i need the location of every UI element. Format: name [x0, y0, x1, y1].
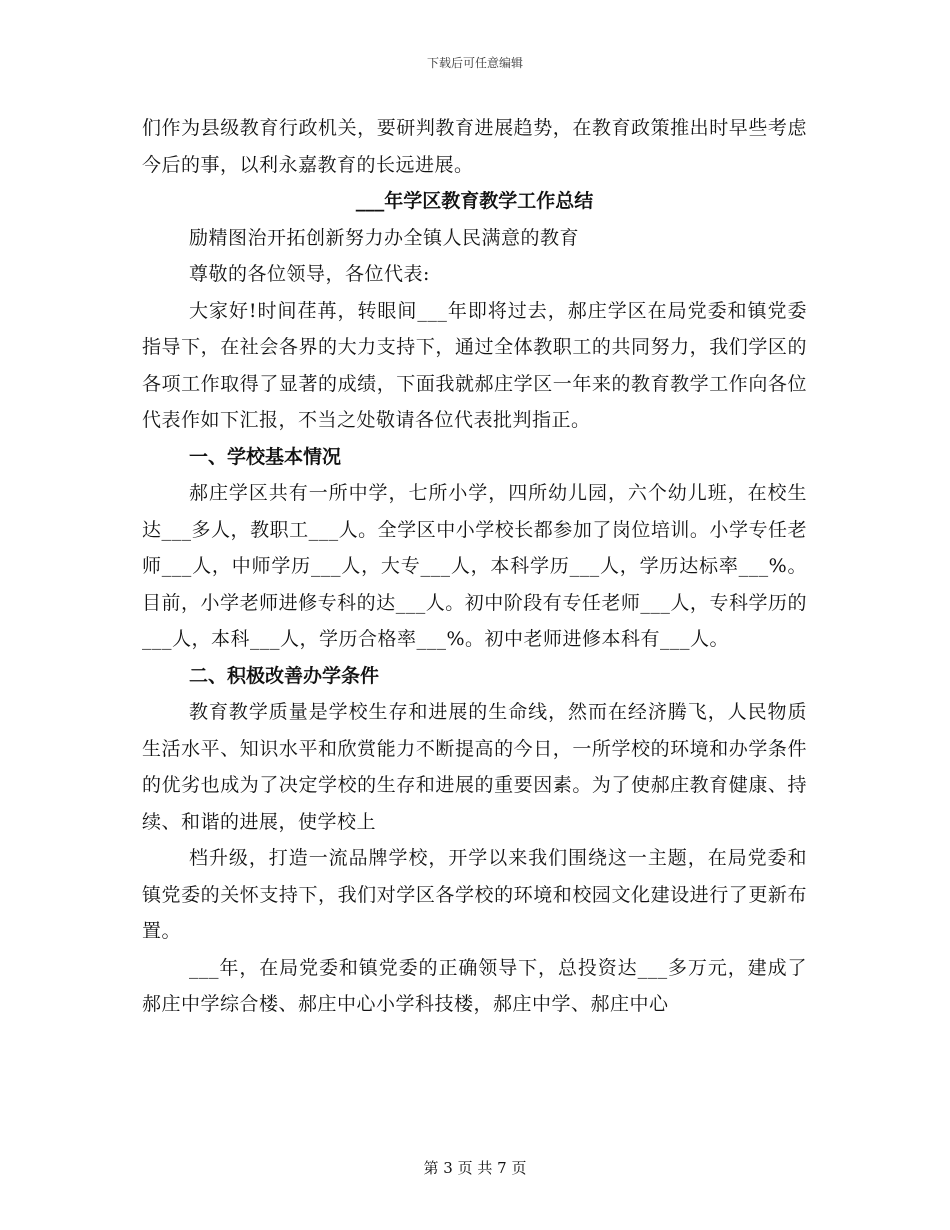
paragraph-upgrade: 档升级，打造一流品牌学校，开学以来我们围绕这一主题，在局党委和镇党委的关怀支持下，我们对学区各学校的环境和校园文化建设进行了更新布置。 [142, 847, 807, 942]
section-heading-2: 二、积极改善办学条件 [189, 664, 380, 687]
paragraph-conditions: 教育教学质量是学校生存和进展的生命线，然而在经济腾飞，人民物质生活水平、知识水平和欣赏能力不断提高的今日，一所学校的环境和办学条件的优劣也成为了决定学校的生存和进展的重要因素。为了使郝庄教育健康、持续、和谐的进展，使学校上 [142, 701, 807, 833]
section-heading-1: 一、学校基本情况 [189, 445, 342, 468]
document-title: ___年学区教育教学工作总结 [355, 190, 594, 212]
document-body [142, 110, 807, 1023]
paragraph-school-info: 郝庄学区共有一所中学，七所小学，四所幼儿园，六个幼儿班，在校生达___多人，教职工___人。全学区中小学校长都参加了岗位培训。小学专任老师___人，中师学历___人，大专___人，本科学历___人，学历达标率___%。目前，小学老师进修专科的达___人。初中阶段有专任老师___人，专科学历的___人，本科___人，学历合格率___%。初中老师进修本科有___人。 [142, 482, 807, 650]
subtitle: 励精图治开拓创新努力办全镇人民满意的教育 [189, 226, 580, 249]
paragraph-investment: ___年，在局党委和镇党委的正确领导下，总投资达___多万元，建成了郝庄中学综合楼、郝庄中心小学科技楼，郝庄中学、郝庄中心 [142, 956, 807, 1015]
paragraph-continued: 们作为县级教育行政机关，要研判教育进展趋势，在教育政策推出时早些考虑今后的事，以利永嘉教育的长远进展。 [142, 117, 807, 176]
page-number: 第 3 页 共 7 页 [423, 1159, 527, 1177]
paragraph-intro: 大家好!时间荏苒，转眼间___年即将过去，郝庄学区在局党委和镇党委指导下，在社会各界的大力支持下，通过全体教职工的共同努力，我们学区的各项工作取得了显著的成绩，下面我就郝庄学区一年来的教育教学工作向各位代表作如下汇报，不当之处敬请各位代表批判指正。 [142, 299, 807, 431]
greeting: 尊敬的各位领导，各位代表: [189, 263, 430, 285]
page-header: 下载后可任意编辑 [426, 56, 523, 70]
